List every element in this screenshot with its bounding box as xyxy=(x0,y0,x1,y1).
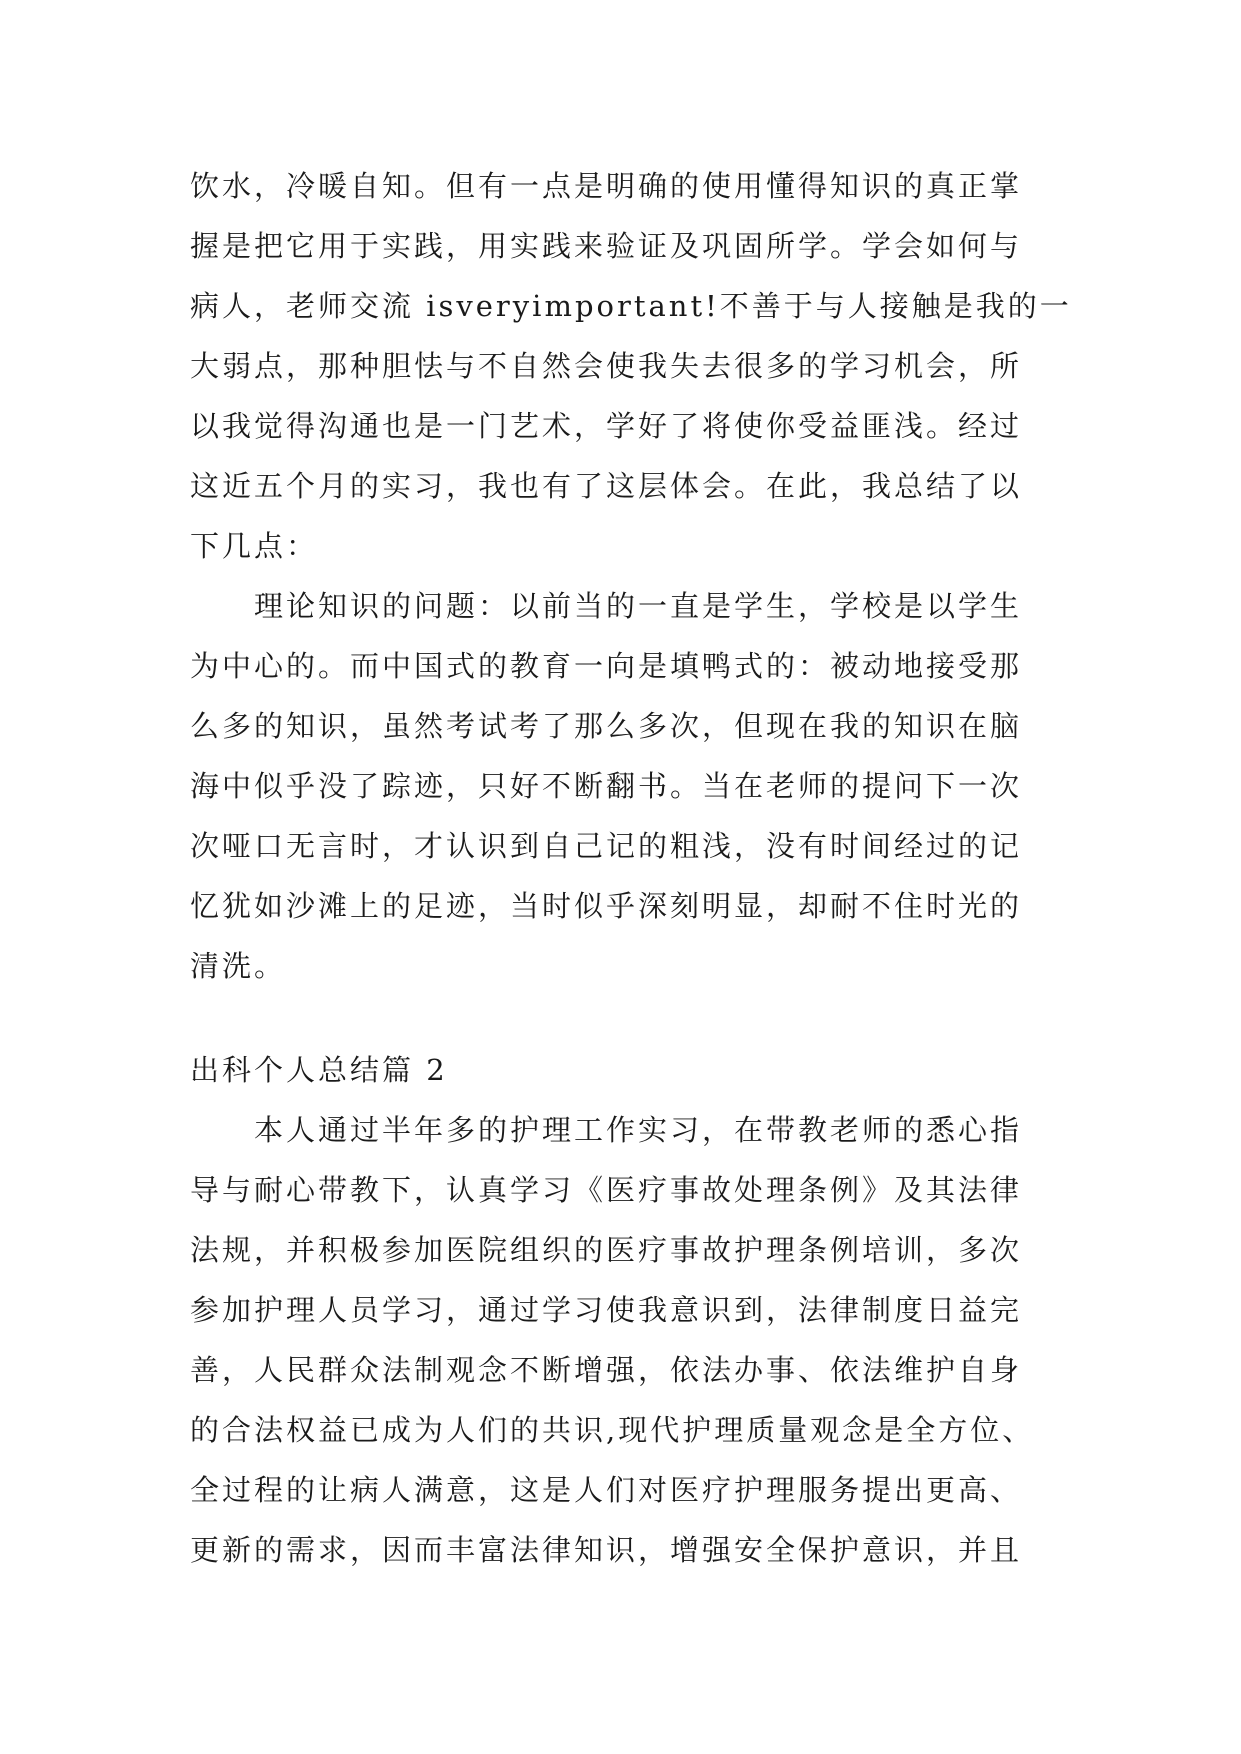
paragraph-line: 参加护理人员学习，通过学习使我意识到，法律制度日益完 xyxy=(190,1293,1023,1327)
paragraph-line: 海中似乎没了踪迹，只好不断翻书。当在老师的提问下一次 xyxy=(190,769,1023,803)
text-block-bottom xyxy=(190,1040,1070,1580)
paragraph-line: 么多的知识，虽然考试考了那么多次，但现在我的知识在脑 xyxy=(190,709,1023,743)
paragraph-line: 的合法权益已成为人们的共识,现代护理质量观念是全方位、 xyxy=(190,1413,1035,1447)
paragraph-line: 病人，老师交流 isveryimportant!不善于与人接触是我的一 xyxy=(190,289,1072,323)
paragraph-line: 大弱点，那种胆怯与不自然会使我失去很多的学习机会，所 xyxy=(190,349,1023,383)
paragraph-line: 善，人民群众法制观念不断增强，依法办事、依法维护自身 xyxy=(190,1353,1023,1387)
paragraph-line: 导与耐心带教下，认真学习《医疗事故处理条例》及其法律 xyxy=(190,1173,1023,1207)
paragraph-line: 本人通过半年多的护理工作实习，在带教老师的悉心指 xyxy=(254,1113,1023,1147)
text-block-top xyxy=(190,156,1070,996)
paragraph-line: 饮水，冷暖自知。但有一点是明确的使用懂得知识的真正掌 xyxy=(190,169,1023,203)
paragraph-line: 理论知识的问题：以前当的一直是学生，学校是以学生 xyxy=(254,589,1023,623)
paragraph-line: 次哑口无言时，才认识到自己记的粗浅，没有时间经过的记 xyxy=(190,829,1023,863)
paragraph-line: 全过程的让病人满意，这是人们对医疗护理服务提出更高、 xyxy=(190,1473,1023,1507)
paragraph-line: 下几点： xyxy=(190,529,319,563)
paragraph-line: 以我觉得沟通也是一门艺术，学好了将使你受益匪浅。经过 xyxy=(190,409,1023,443)
paragraph-line: 为中心的。而中国式的教育一向是填鸭式的：被动地接受那 xyxy=(190,649,1023,683)
paragraph-line: 清洗。 xyxy=(190,949,287,983)
paragraph-line: 握是把它用于实践，用实践来验证及巩固所学。学会如何与 xyxy=(190,229,1023,263)
paragraph-line: 这近五个月的实习，我也有了这层体会。在此，我总结了以 xyxy=(190,469,1023,503)
section-title: 出科个人总结篇 2 xyxy=(190,1053,448,1087)
paragraph-line: 更新的需求，因而丰富法律知识，增强安全保护意识，并且 xyxy=(190,1533,1023,1567)
paragraph-line: 法规，并积极参加医院组织的医疗事故护理条例培训，多次 xyxy=(190,1233,1023,1267)
paragraph-line: 忆犹如沙滩上的足迹，当时似乎深刻明显，却耐不住时光的 xyxy=(190,889,1023,923)
